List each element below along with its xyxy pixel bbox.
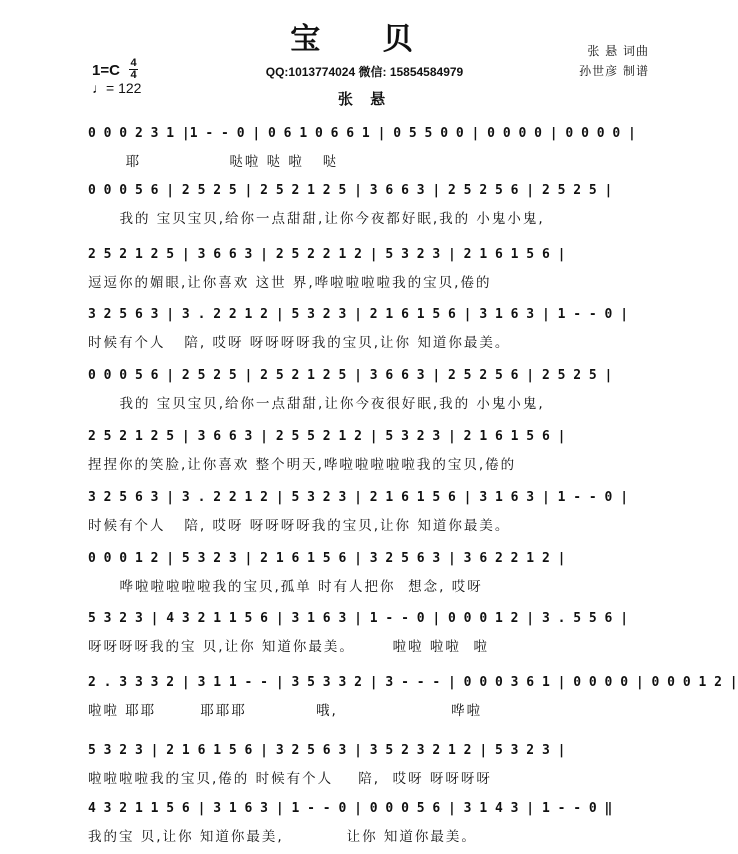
notes-line: 0 0 0 1 2 | 5 3 2 3 | 2 1 6 1 5 6 | 3 2 5 6 3 | 3 6 2 2 1 2 | <box>88 551 566 566</box>
lyrics-line: 逗逗你的媚眼,让你喜欢 这世 界,哗啦啦啦啦我的宝贝,倦的 <box>88 275 492 291</box>
contact-info: QQ:1013774024 微信: 15854584979 <box>265 65 464 79</box>
key-signature: 1=C <box>92 62 120 79</box>
tempo-marking: ♩= 122 <box>92 80 142 96</box>
score-system-6 <box>88 428 648 482</box>
score-system-8 <box>88 550 648 604</box>
score-system-10 <box>88 674 738 728</box>
lyricist-credit: 张 悬 词曲 <box>587 44 649 58</box>
score-system-9 <box>88 610 648 664</box>
singer-name: 张 悬 <box>337 90 392 108</box>
lyrics-line: 时候有个人 陪, 哎呀 呀呀呀呀我的宝贝,让你 知道你最美。 <box>88 335 511 351</box>
notes-line: 2 . 3 3 3 2 | 3 1 1 - - | 3 5 3 3 2 | 3 - - - | 0 0 0 3 6 1 | 0 0 0 0 | 0 0 0 1 2 | <box>88 675 738 690</box>
notes-line: 5 3 2 3 | 4 3 2 1 1 5 6 | 3 1 6 3 | 1 - - 0 | 0 0 0 1 2 | 3 . 5 5 6 | <box>88 611 629 626</box>
lyrics-line: 啦啦 耶耶 耶耶耶 哦, 哗啦 <box>88 703 483 719</box>
notes-line: 2 5 2 1 2 5 | 3 6 6 3 | 2 5 5 2 1 2 | 5 3 2 3 | 2 1 6 1 5 6 | <box>88 429 566 444</box>
score-system-5 <box>88 367 648 421</box>
notes-line: 0 0 0 5 6 | 2 5 2 5 | 2 5 2 1 2 5 | 3 6 6 3 | 2 5 2 5 6 | 2 5 2 5 | <box>88 183 613 198</box>
song-title: 宝 贝 <box>290 22 439 57</box>
score-system-2 <box>88 182 648 236</box>
notes-line: 2 5 2 1 2 5 | 3 6 6 3 | 2 5 2 2 1 2 | 5 3 2 3 | 2 1 6 1 5 6 | <box>88 247 566 262</box>
score-system-3 <box>88 246 648 300</box>
time-signature-top: 4 <box>130 57 137 69</box>
lyrics-line: 啦啦啦啦我的宝贝,倦的 时候有个人 陪, 哎呀 呀呀呀呀 <box>88 771 492 787</box>
score-system-11 <box>88 742 648 796</box>
notes-line: 4 3 2 1 1 5 6 | 3 1 6 3 | 1 - - 0 | 0 0 0 5 6 | 3 1 4 3 | 1 - - 0 ‖ <box>88 801 613 816</box>
notes-line: 3 2 5 6 3 | 3 . 2 2 1 2 | 5 3 2 3 | 2 1 6 1 5 6 | 3 1 6 3 | 1 - - 0 | <box>88 490 629 505</box>
lyrics-line: 我的 宝贝宝贝,给你一点甜甜,让你今夜都好眠,我的 小鬼小鬼, <box>88 211 545 227</box>
score-system-1 <box>88 125 648 179</box>
lyrics-line: 捏捏你的笑脸,让你喜欢 整个明天,哗啦啦啦啦啦我的宝贝,倦的 <box>88 457 517 473</box>
lyrics-line: 呀呀呀呀我的宝 贝,让你 知道你最美。 啦啦 啦啦 啦 <box>88 639 489 655</box>
score-system-12 <box>88 800 648 854</box>
notes-line: 3 2 5 6 3 | 3 . 2 2 1 2 | 5 3 2 3 | 2 1 6 1 5 6 | 3 1 6 3 | 1 - - 0 | <box>88 307 629 322</box>
lyrics-line: 时候有个人 陪, 哎呀 呀呀呀呀我的宝贝,让你 知道你最美。 <box>88 518 511 534</box>
score-system-7 <box>88 489 648 543</box>
notes-line: 0 0 0 5 6 | 2 5 2 5 | 2 5 2 1 2 5 | 3 6 6 3 | 2 5 2 5 6 | 2 5 2 5 | <box>88 368 613 383</box>
lyrics-line: 哗啦啦啦啦啦我的宝贝,孤单 时有人把你 想念, 哎呀 <box>88 579 483 595</box>
lyrics-line: 耶 哒啦 哒 啦 哒 <box>88 154 339 170</box>
score-system-4 <box>88 306 648 360</box>
arranger-credit: 孙世彦 制谱 <box>579 64 649 78</box>
lyrics-line: 我的 宝贝宝贝,给你一点甜甜,让你今夜很好眠,我的 小鬼小鬼, <box>88 396 545 412</box>
notes-line: 0 0 0 2 3 1 |1 - - 0 | 0 6 1 0 6 6 1 | 0 5 5 0 0 | 0 0 0 0 | 0 0 0 0 | <box>88 126 636 141</box>
time-signature-bottom: 4 <box>130 69 137 81</box>
lyrics-line: 我的宝 贝,让你 知道你最美, 让你 知道你最美。 <box>88 829 477 845</box>
notes-line: 5 3 2 3 | 2 1 6 1 5 6 | 3 2 5 6 3 | 3 5 2 3 2 1 2 | 5 3 2 3 | <box>88 743 566 758</box>
